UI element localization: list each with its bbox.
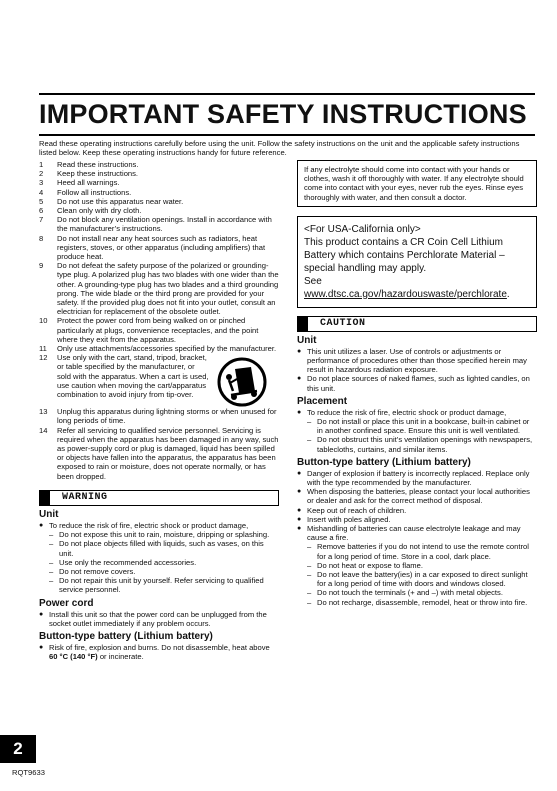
bullet-icon: ● <box>297 488 302 496</box>
cart-tipover-warning-icon <box>217 357 267 407</box>
power-cord-heading: Power cord <box>39 597 94 609</box>
list-item: ● Insert with poles aligned. <box>297 514 391 524</box>
intro-paragraph: Read these operating instructions carefully before using the unit. Follow the safety instructions on the unit and the applicable safety instructions listed below. Keep these operating instructions handy for future reference. <box>39 139 520 158</box>
list-item: 3 Heed all warnings. <box>39 178 120 188</box>
list-item: 11 Only use attachments/accessories specified by the manufacturer. <box>39 344 277 354</box>
list-item: 13 Unplug this apparatus during lightning storms or when unused for long periods of time. <box>39 407 277 426</box>
top-rule <box>39 93 535 95</box>
list-item: – Do not install or place this unit in a bookcase, built-in cabinet or in another confined space. Ensure this unit is well ventilated. <box>307 417 530 436</box>
list-item: 1 Read these instructions. <box>39 160 139 169</box>
list-item: ● This unit utilizes a laser. Use of controls or adjustments or performance of procedures other than those specified herein may result in hazardous radiation exposure. <box>297 346 527 375</box>
caution-unit-heading: Unit <box>297 334 317 346</box>
list-item: ● Install this unit so that the power cord can be unplugged from the socket outlet immediately if any problem occurs. <box>39 609 267 628</box>
list-item: ● Danger of explosion if battery is incorrectly replaced. Replace only with the type recommended by the manufacturer. <box>297 468 530 488</box>
bullet-icon: ● <box>297 525 302 533</box>
list-item: ● Mishandling of batteries can cause electrolyte leakage and may cause a fire. <box>297 524 521 543</box>
list-item: – Do not recharge, disassemble, remodel, heat or throw into fire. <box>307 597 528 607</box>
list-item: ● To reduce the risk of fire, electric shock or product damage, <box>297 407 507 417</box>
california-notice: <For USA-California only> This product contains a CR Coin Cell Lithium Battery which contains Perchlorate Material – special handling may apply. See www.dtsc.ca.gov/hazardouswaste/perchlorate. <box>297 216 537 308</box>
list-item: ● To reduce the risk of fire, electric shock or product damage, <box>39 520 249 530</box>
warning-unit-heading: Unit <box>39 508 59 520</box>
right-column <box>297 160 537 607</box>
battery-heading: Button-type battery (Lithium battery) <box>39 630 213 642</box>
list-item: ● Risk of fire, explosion and burns. Do not disassemble, heat above 60 °C (140 °F) or incinerate. <box>39 642 270 662</box>
bullet-icon: ● <box>39 610 44 618</box>
warning-label: WARNING <box>39 490 279 506</box>
bullet-icon: ● <box>297 515 302 523</box>
document-code: RQT9633 <box>12 768 45 777</box>
bullet-icon: ● <box>297 469 302 477</box>
placement-heading: Placement <box>297 395 348 407</box>
bullet-icon: ● <box>39 643 44 651</box>
bullet-icon: ● <box>297 347 302 355</box>
list-item: 4 Follow all instructions. <box>39 187 132 197</box>
list-item: – Do not remove covers. <box>49 566 136 576</box>
left-column <box>39 160 279 661</box>
list-item: 14 Refer all servicing to qualified service personnel. Servicing is required when the apparatus has been damaged in any way, such as power-supply cord or plug is damaged, liquid has been spilled or objects have fallen into the apparatus, the apparatus has been exposed to rain or moisture, does not operate normally, or has been dropped. <box>39 425 279 481</box>
list-item: 9 Do not defeat the safety purpose of the polarized or grounding-type plug. A polarized plug has two blades with one wider than the other. A grounding-type plug has two blades and a third grounding prong. The wide blade or the third prong are provided for your safety. If the provided plug does not fit into your outlet, consult an electrician for replacement of the obsolete outlet. <box>39 261 279 317</box>
instruction-list <box>39 160 279 481</box>
caution-battery-heading: Button-type battery (Lithium battery) <box>297 456 471 468</box>
list-item: – Do not touch the terminals (+ and –) with metal objects. <box>307 588 503 598</box>
list-item: 5 Do not use this apparatus near water. <box>39 196 184 206</box>
list-item: – Do not leave the battery(ies) in a car exposed to direct sunlight for a long period of time with doors and windows closed. <box>307 570 528 589</box>
list-item: 7 Do not block any ventilation openings. Install in accordance with the manufacturer’s instructions. <box>39 215 272 234</box>
california-heading: <For USA-California only> <box>304 223 421 235</box>
bullet-icon: ● <box>39 521 44 529</box>
list-item: ● Do not place sources of naked flames, such as lighted candles, on this unit. <box>297 374 530 393</box>
bullet-icon: ● <box>297 506 302 514</box>
caution-section <box>297 316 537 607</box>
warning-section <box>39 490 279 661</box>
list-item: ● Keep out of reach of children. <box>297 505 407 515</box>
california-body: This product contains a CR Coin Cell Lithium Battery which contains Perchlorate Material – special handling may apply. <box>304 236 505 274</box>
bullet-icon: ● <box>297 408 302 416</box>
list-item: – Remove batteries if you do not intend to use the remote control for a long period of time. Store in a cool, dark place. <box>307 542 529 561</box>
page-number: 2 <box>0 735 36 763</box>
dtsc-link[interactable]: www.dtsc.ca.gov/hazardouswaste/perchlorate <box>304 288 507 300</box>
list-item: – Do not obstruct this unit’s ventilation openings with newspapers, tablecloths, curtains, and similar items. <box>307 435 533 454</box>
list-item: – Do not heat or expose to flame. <box>307 560 423 570</box>
list-item: – Do not expose this unit to rain, moisture, dripping or splashing. <box>49 530 270 540</box>
title-rule <box>39 134 535 136</box>
list-item: 6 Clean only with dry cloth. <box>39 206 142 216</box>
list-item: 12 Use only with the cart, stand, tripod, bracket, or table specified by the manufacturer, or sold with the apparatus. When a cart is used, use caution when moving the cart/apparatus combination to avoid injury from tip-over. <box>39 353 279 407</box>
list-item: – Do not place objects filled with liquids, such as vases, on this unit. <box>49 539 264 558</box>
list-item: – Use only the recommended accessories. <box>49 557 197 567</box>
list-item: 2 Keep these instructions. <box>39 169 139 179</box>
bullet-icon: ● <box>297 375 302 383</box>
page-title: IMPORTANT SAFETY INSTRUCTIONS <box>39 99 527 129</box>
list-item: ● When disposing the batteries, please contact your local authorities or dealer and ask for the correct method of disposal. <box>297 487 530 506</box>
list-item: 10 Protect the power cord from being walked on or pinched particularly at plugs, convenience receptacles, and the point where they exit from the apparatus. <box>39 316 259 344</box>
electrolyte-notice: If any electrolyte should come into contact with your hands or clothes, wash it off thoroughly with water. If any electrolyte should come into contact with your eyes, never rub the eyes. Rinse eyes thoroughly with water, and then consult a doctor. <box>297 160 537 207</box>
caution-label: CAUTION <box>297 316 537 332</box>
list-item: 8 Do not install near any heat sources such as radiators, heat registers, stoves, or other apparatus (including amplifiers) that produce heat. <box>39 233 266 262</box>
list-item: – Do not repair this unit by yourself. Refer servicing to qualified service personnel. <box>49 576 264 595</box>
